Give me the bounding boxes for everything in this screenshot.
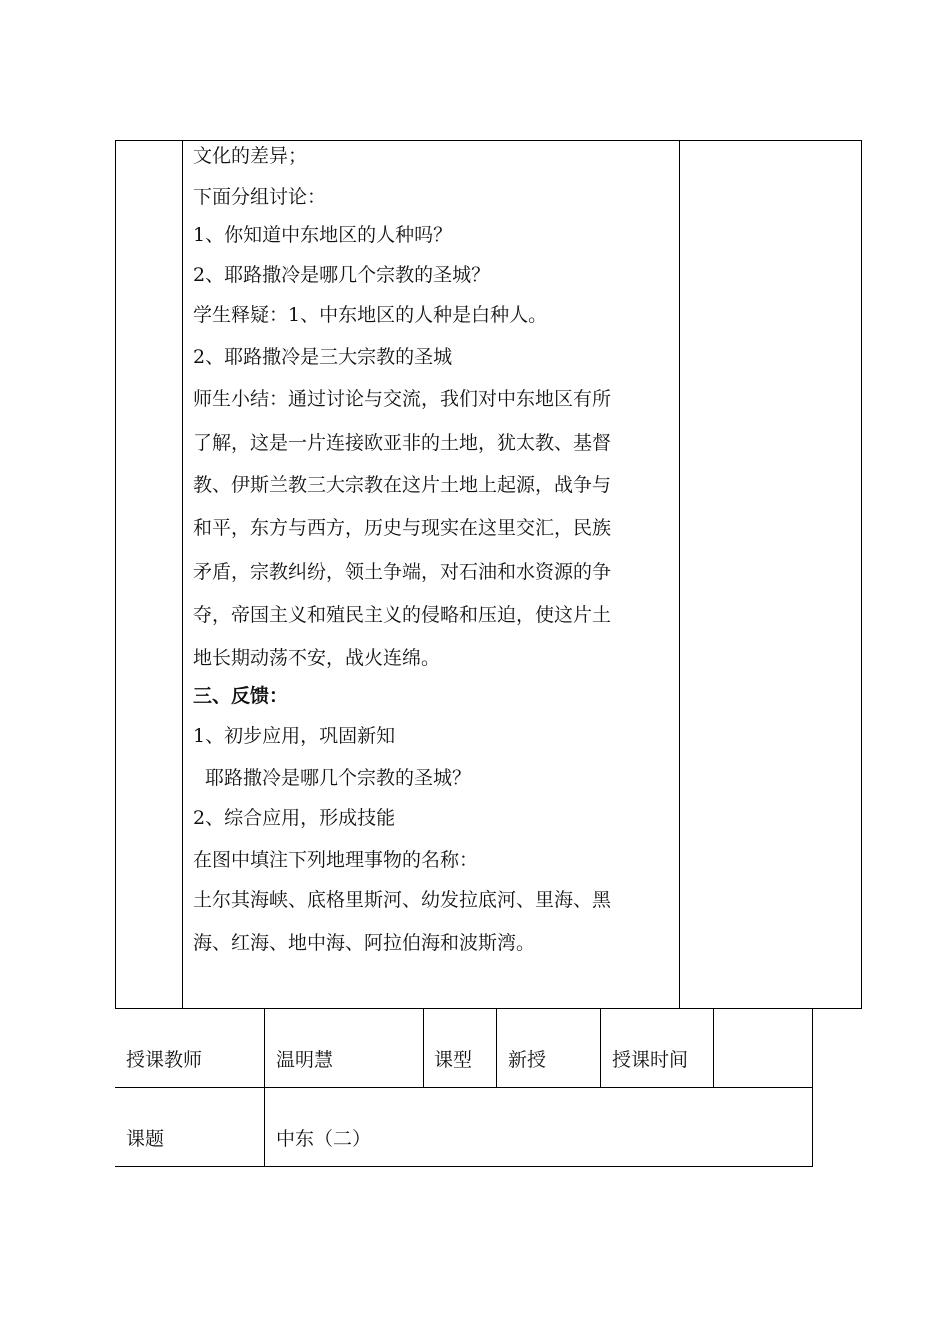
lesson-line: 海、红海、地中海、阿拉伯海和波斯湾。 bbox=[193, 932, 536, 954]
lesson-line: 2、耶路撒冷是哪几个宗教的圣城？ bbox=[193, 264, 491, 286]
lesson-line: 土尔其海峡、底格里斯河、幼发拉底河、里海、黑 bbox=[193, 889, 612, 911]
lesson-type-label: 课型 bbox=[434, 1049, 473, 1071]
topic-value: 中东（二） bbox=[276, 1128, 372, 1150]
lesson-line: 教、伊斯兰教三大宗教在这片土地上起源，战争与 bbox=[193, 474, 612, 496]
table-right-border bbox=[861, 140, 862, 1009]
info-row1-bottom bbox=[115, 1087, 813, 1088]
lesson-type-value: 新授 bbox=[508, 1049, 547, 1071]
info-table-bottom bbox=[115, 1166, 813, 1167]
table-left-border bbox=[115, 140, 116, 1009]
info-col-divider bbox=[423, 1008, 424, 1088]
teacher-label: 授课教师 bbox=[126, 1049, 203, 1071]
lesson-line: 夺，帝国主义和殖民主义的侵略和压迫，使这片土 bbox=[193, 604, 612, 626]
info-col-divider bbox=[600, 1008, 601, 1088]
lesson-line: 地长期动荡不安，战火连绵。 bbox=[193, 647, 441, 669]
table-col-divider-2 bbox=[679, 140, 680, 1009]
info-table-right-border bbox=[812, 1008, 813, 1167]
lesson-line: 文化的差异； bbox=[193, 145, 308, 167]
section-heading: 三、反馈： bbox=[193, 685, 289, 707]
lesson-line: 了解，这是一片连接欧亚非的土地，犹太教、基督 bbox=[193, 432, 612, 454]
lesson-line: 师生小结：通过讨论与交流，我们对中东地区有所 bbox=[193, 388, 612, 410]
info-col-divider bbox=[496, 1008, 497, 1088]
lesson-line: 2、综合应用，形成技能 bbox=[193, 807, 396, 829]
table-bottom-border bbox=[115, 1008, 862, 1009]
lesson-line: 耶路撒冷是哪几个宗教的圣城？ bbox=[205, 767, 472, 789]
lesson-time-label: 授课时间 bbox=[612, 1049, 689, 1071]
lesson-line: 和平，东方与西方，历史与现实在这里交汇，民族 bbox=[193, 517, 612, 539]
info-col-divider bbox=[264, 1008, 265, 1167]
lesson-line: 1、初步应用，巩固新知 bbox=[193, 725, 396, 747]
lesson-line: 2、耶路撒冷是三大宗教的圣城 bbox=[193, 346, 453, 368]
table-col-divider-1 bbox=[182, 140, 183, 1009]
lesson-line: 在图中填注下列地理事物的名称： bbox=[193, 849, 479, 871]
lesson-line: 学生释疑：1、中东地区的人种是白种人。 bbox=[193, 304, 548, 326]
info-col-divider bbox=[713, 1008, 714, 1088]
lesson-line: 1、你知道中东地区的人种吗？ bbox=[193, 224, 453, 246]
teacher-name: 温明慧 bbox=[276, 1049, 334, 1071]
topic-label: 课题 bbox=[126, 1128, 165, 1150]
lesson-line: 矛盾，宗教纠纷，领土争端，对石油和水资源的争 bbox=[193, 561, 612, 583]
lesson-line: 下面分组讨论： bbox=[193, 186, 327, 208]
